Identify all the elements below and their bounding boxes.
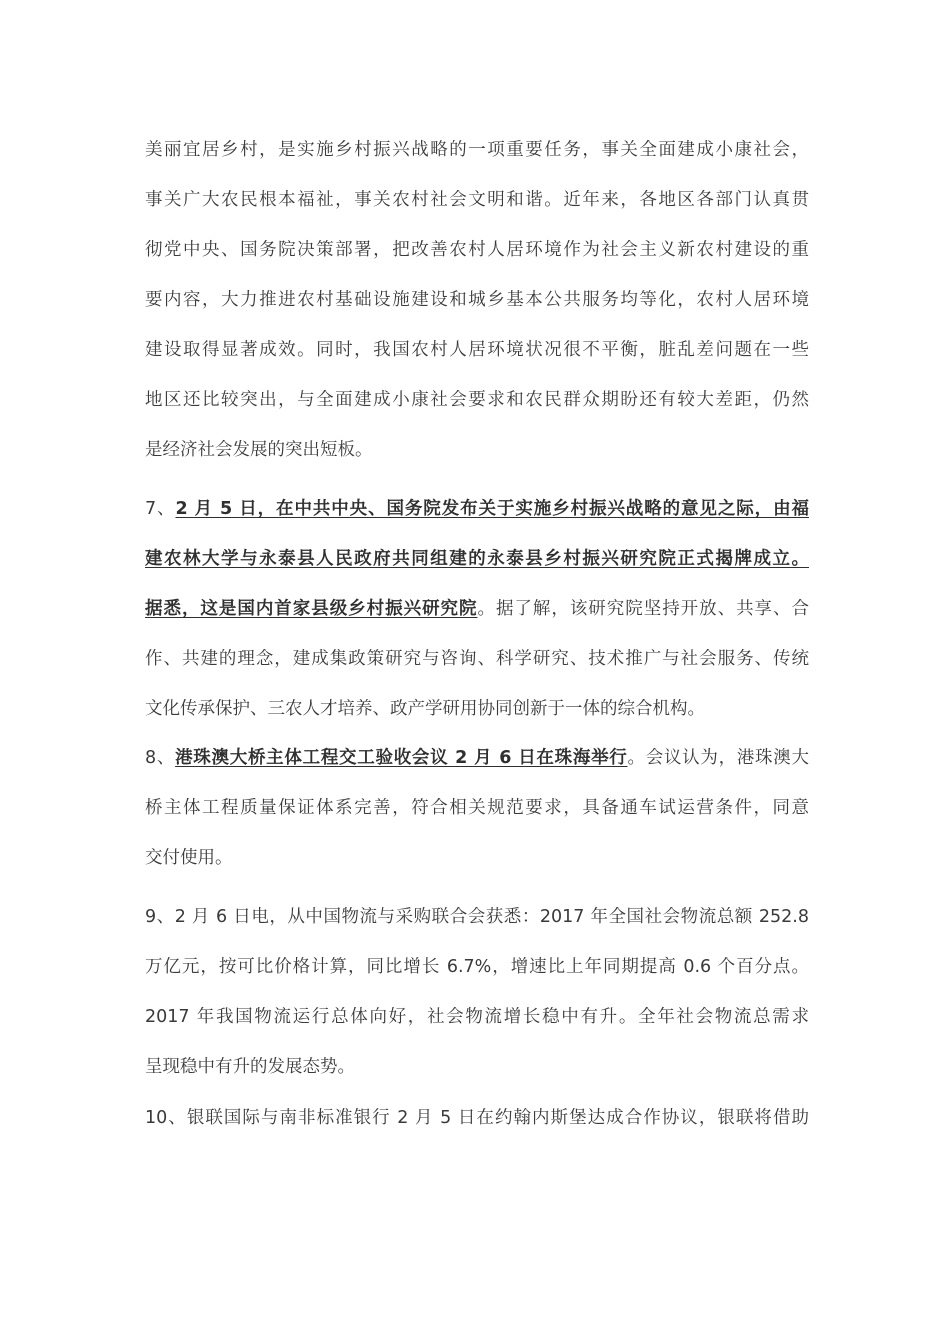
highlighted-text: 据悉，这是国内首家县级乡村振兴研究院 (145, 599, 478, 619)
paragraph-line: 10、银联国际与南非标准银行 2 月 5 日在约翰内斯堡达成合作协议，银联将借助 (145, 1108, 809, 1128)
highlighted-text: 港珠澳大桥主体工程交工验收会议 2 月 6 日在珠海举行 (175, 748, 628, 768)
item-number: 8、 (145, 748, 176, 768)
paragraph-line: 交付使用。 (145, 848, 233, 868)
highlighted-text: 2 月 5 日，在中共中央、国务院发布关于实施乡村振兴战略的意见之际，由福 (175, 499, 809, 519)
item-8-line-1 (145, 746, 809, 770)
paragraph-line: 彻党中央、国务院决策部署，把改善农村人居环境作为社会主义新农村建设的重 (145, 240, 809, 260)
paragraph-line: 桥主体工程质量保证体系完善，符合相关规范要求，具备通车试运营条件，同意 (145, 798, 809, 818)
item-7-line-3 (145, 597, 809, 621)
paragraph-line: 呈现稳中有升的发展态势。 (145, 1057, 355, 1077)
item-number: 7、 (145, 499, 176, 519)
paragraph-text: 。会议认为，港珠澳大 (627, 748, 809, 768)
paragraph-text: 。据了解，该研究院坚持开放、共享、合 (477, 599, 809, 619)
highlighted-text: 建农林大学与永泰县人民政府共同组建的永泰县乡村振兴研究院正式揭牌成立。 (145, 549, 809, 569)
paragraph-line: 2017 年我国物流运行总体向好，社会物流增长稳中有升。全年社会物流总需求 (145, 1007, 809, 1027)
paragraph-line: 万亿元，按可比价格计算，同比增长 6.7%，增速比上年同期提高 0.6 个百分点。 (145, 957, 809, 977)
item-7-line-1 (145, 497, 809, 521)
paragraph-line: 要内容，大力推进农村基础设施建设和城乡基本公共服务均等化，农村人居环境 (145, 290, 809, 310)
item-7-line-2 (145, 547, 809, 571)
paragraph-line: 是经济社会发展的突出短板。 (145, 440, 373, 460)
paragraph-line: 文化传承保护、三农人才培养、政产学研用协同创新于一体的综合机构。 (145, 699, 705, 719)
paragraph-line: 地区还比较突出，与全面建成小康社会要求和农民群众期盼还有较大差距，仍然 (145, 390, 809, 410)
paragraph-line: 9、2 月 6 日电，从中国物流与采购联合会获悉：2017 年全国社会物流总额 252.8 (145, 907, 809, 927)
paragraph-line: 建设取得显著成效。同时，我国农村人居环境状况很不平衡，脏乱差问题在一些 (145, 340, 809, 360)
paragraph-line: 事关广大农民根本福祉，事关农村社会文明和谐。近年来，各地区各部门认真贯 (145, 190, 809, 210)
paragraph-line: 美丽宜居乡村，是实施乡村振兴战略的一项重要任务，事关全面建成小康社会， (145, 140, 809, 160)
paragraph-line: 作、共建的理念，建成集政策研究与咨询、科学研究、技术推广与社会服务、传统 (145, 649, 809, 669)
